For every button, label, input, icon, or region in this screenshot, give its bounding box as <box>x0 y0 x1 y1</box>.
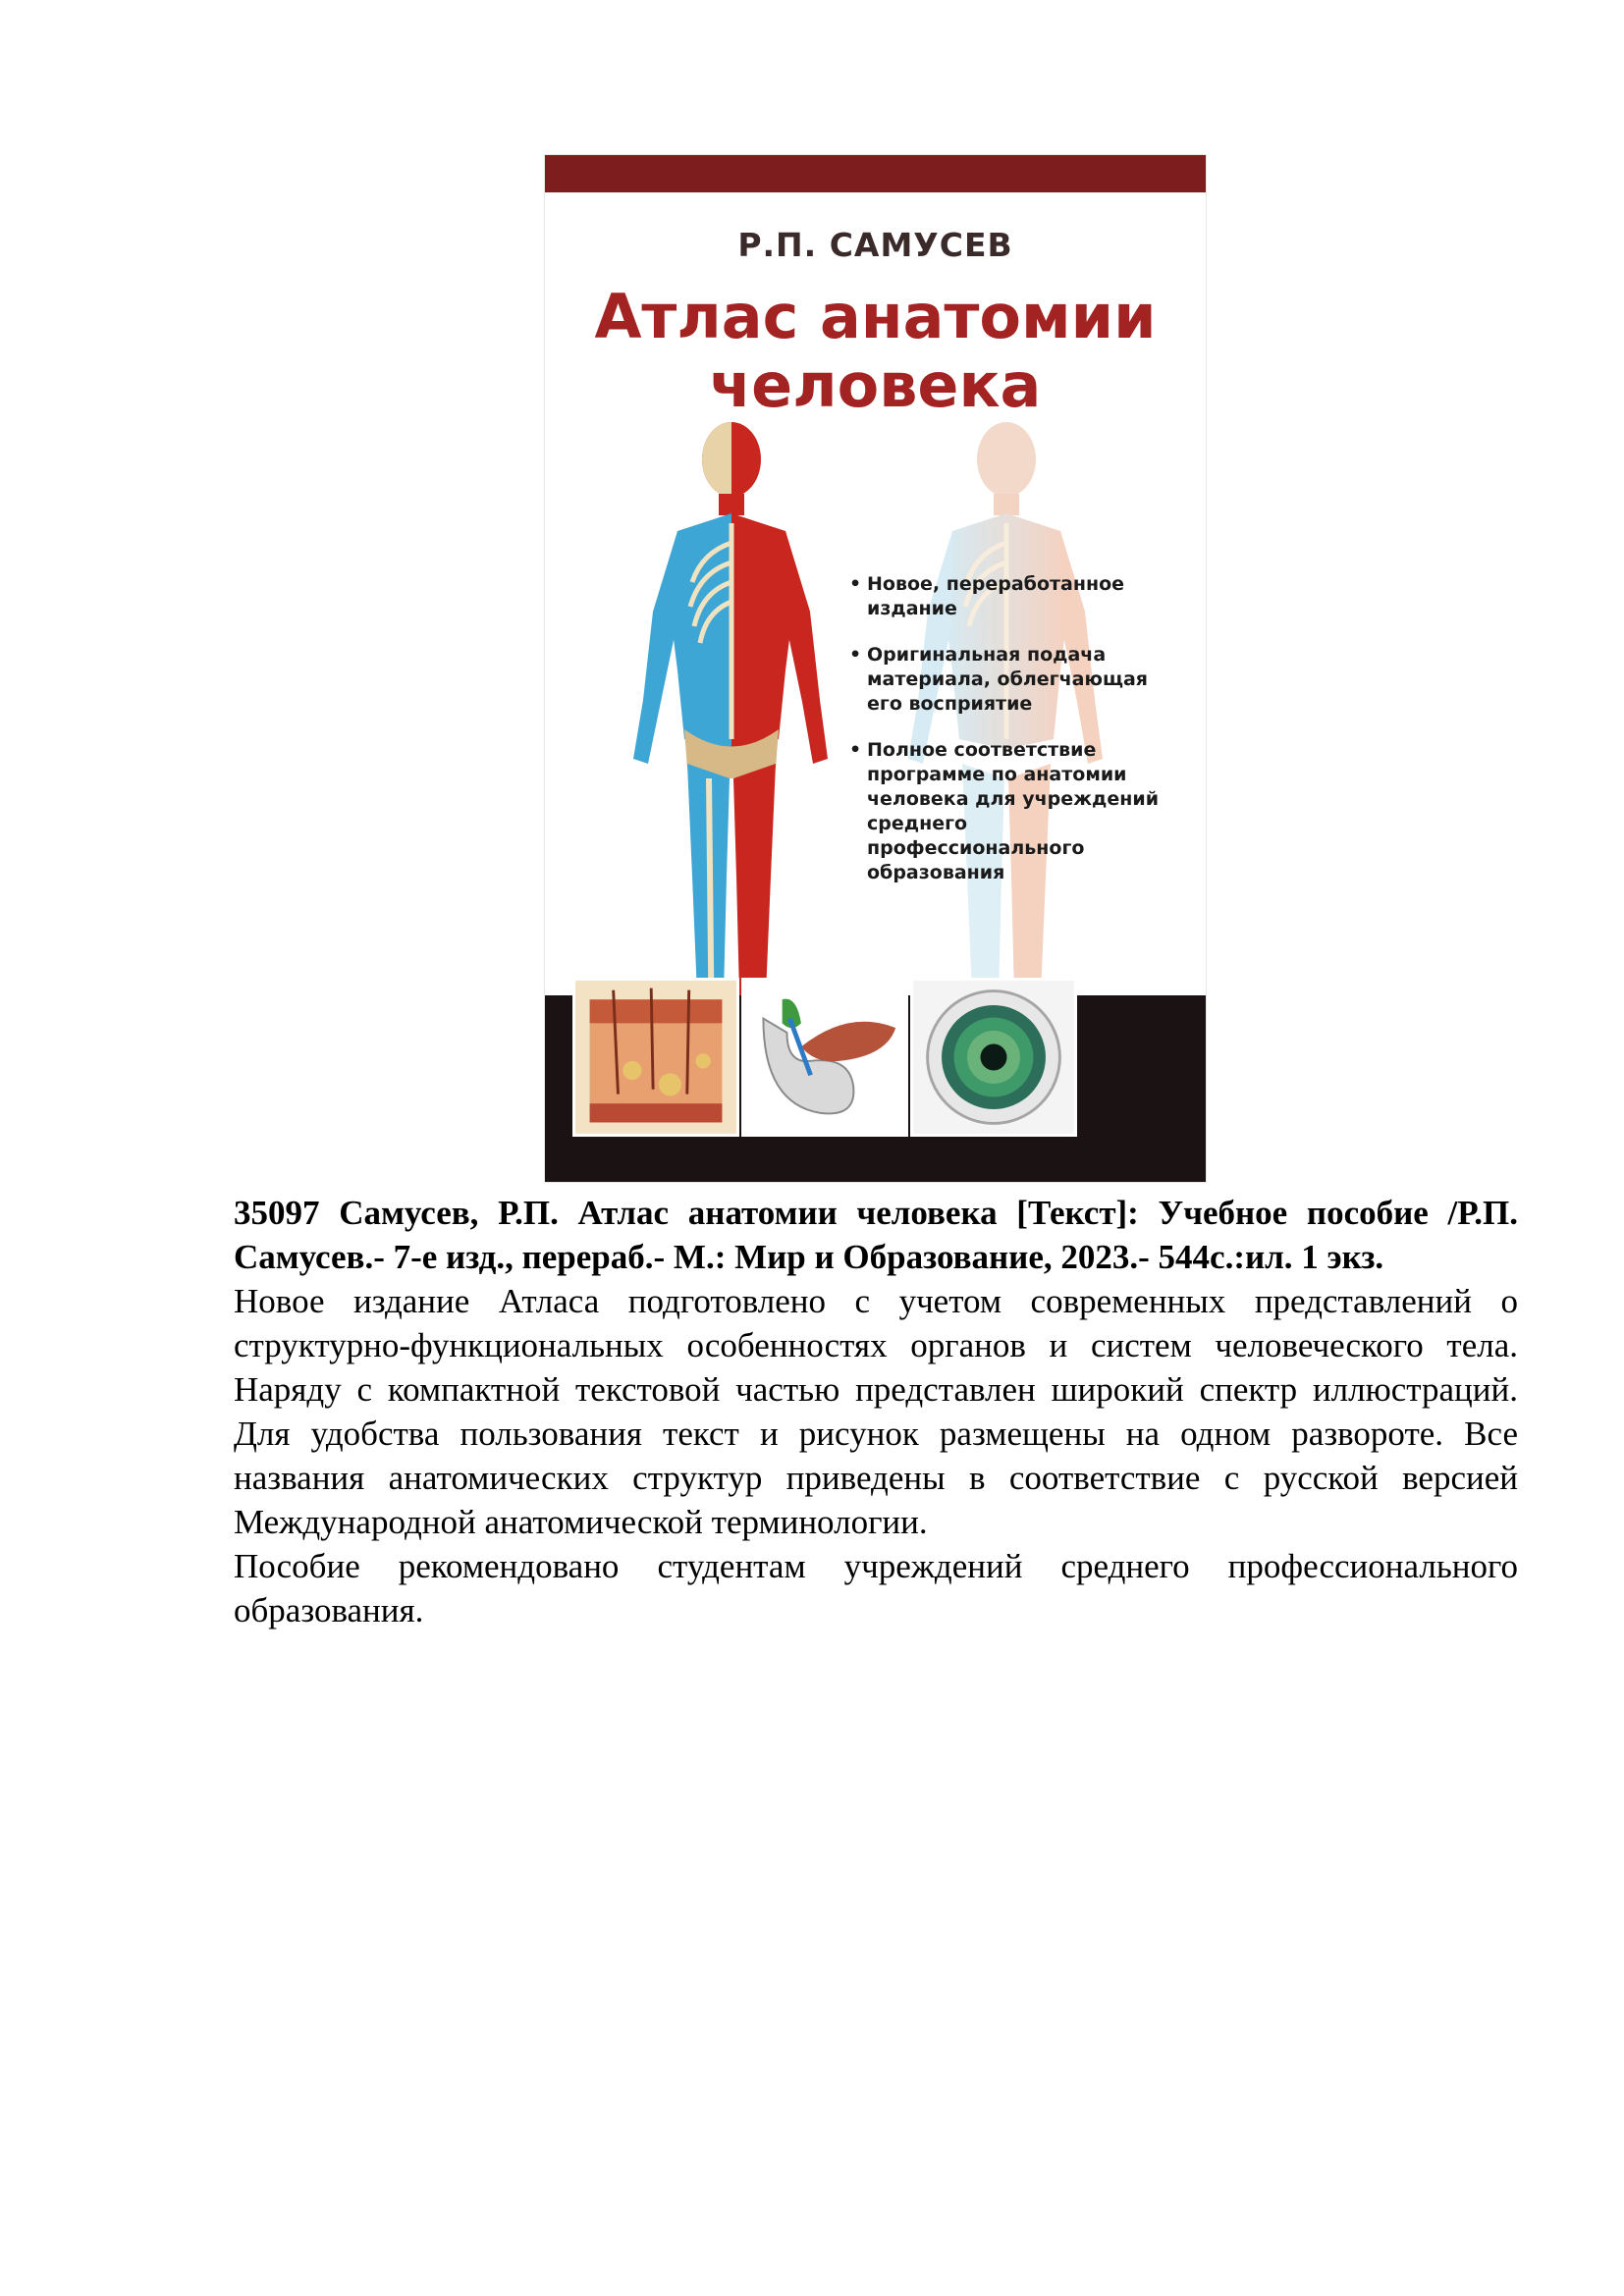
skin-section-icon <box>572 978 739 1137</box>
description-text: Новое издание Атласа подготовлено с учетом современных представлений о структурно-функциональных особенностях органов и систем человеческого тела. Наряду с компактной текстовой частью представлен широкий спектр иллюстраций. Для удобства пользования текст и рисунок размещены на одном развороте. Все названия анатомических структур приведены в соответствие с русской версией Международной анатомической терминологии. <box>234 1282 1518 1541</box>
cover-bullet-1: • Новое, переработанное издание <box>847 572 1181 621</box>
recommendation-text: Пособие рекомендовано студентам учреждений среднего профессионального образования. <box>234 1547 1518 1629</box>
cover-bullet-list <box>847 572 1181 907</box>
pancreas-icon <box>741 978 908 1137</box>
cover-title-line-2: человека <box>709 349 1042 421</box>
cover-top-bar <box>545 155 1206 192</box>
cover-bullet-2: • Оригинальная подача материала, облегчающая его восприятие <box>847 643 1181 717</box>
book-cover-image <box>545 155 1206 1182</box>
cover-bullet-3: • Полное соответствие программе по анатомии человека для учреждений среднего профессионального образования <box>847 738 1181 885</box>
bibliographic-record <box>234 1191 1518 1632</box>
cover-title-line-1: Атлас анатомии <box>594 281 1157 352</box>
eye-iris-icon <box>910 978 1077 1137</box>
citation-text: 35097 Самусев, Р.П. Атлас анатомии человека [Текст]: Учебное пособие /Р.П. Самусев.- 7-е изд., перераб.- М.: Мир и Образование, 2023.- 544с.:ил. 1 экз. <box>234 1194 1518 1276</box>
cover-author: Р.П. САМУСЕВ <box>737 226 1013 264</box>
cover-title <box>545 283 1206 420</box>
